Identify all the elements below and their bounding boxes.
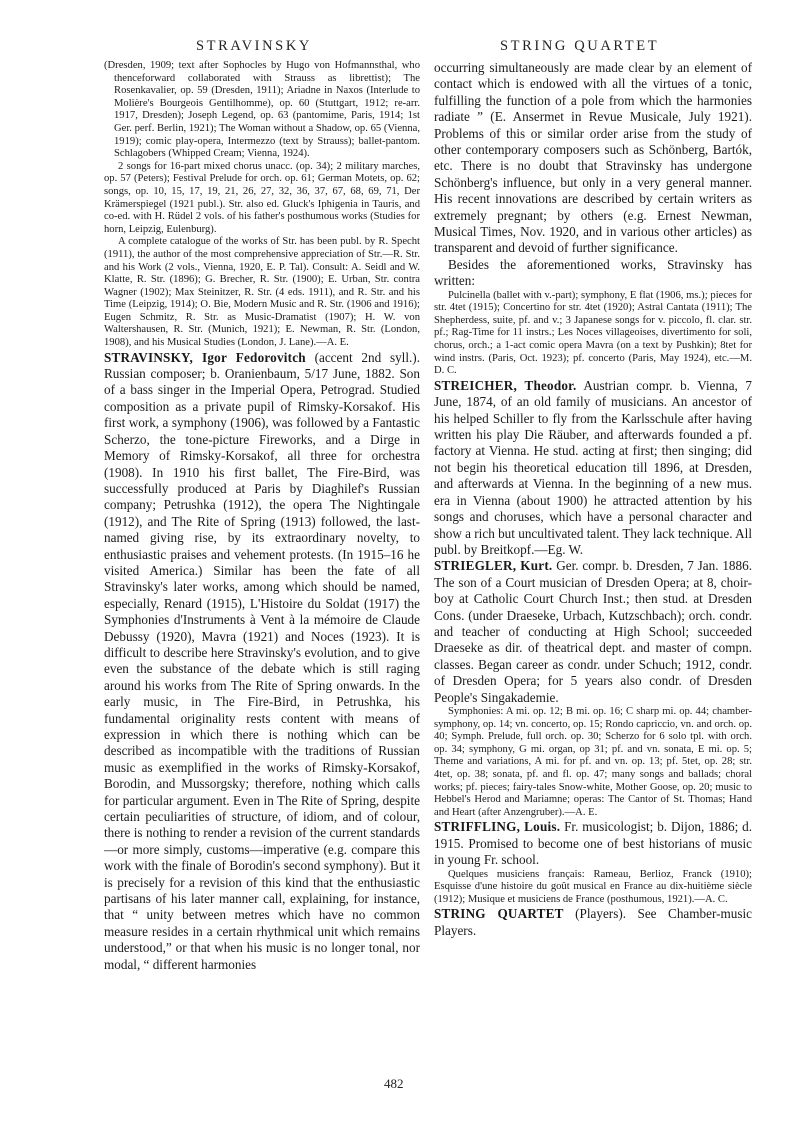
stravinsky-body: (accent 2nd syll.). Russian composer; b. Oranienbaum, 5/17 June, 1882. Son of a bass singer in the Imperial Opera, Petrograd. Studied composition as a private pupil of Rimsky-Korsakof. His first work, a symphony (1906), was followed by a Fantastic Scherzo, the tone-picture Fireworks, and a Dirge in Memory of Rimsky-Korsakof, all three for orchestra (1908). In 1910 his first ballet, The Fire-Bird, was successfully produced at Paris by Diaghilef's Russian company; Petrushka (1912), the opera The Nightingale (1912), and The Rite of Spring (1913) followed, the last-named giving rise, by its extraordinary novelty, to enthusiastic praises and vehement protests. (In 1915–16 he visited America.) Similar has been the fate of all Stravinsky's later works, among which should be named, especially, Renard (1915), L'Histoire du Soldat (1917) the Symphonies d'Instruments à Vent à la mémoire de Claude Debussy (1920), Mavra (1921) and Noces (1923). It is difficult to describe here Stravinsky's evolution, and to give even the substance of the debate which is still raging around his works from The Rite of Spring onwards. In the early music, in The Fire-Bird, in Petrushka, his fundamental originality rests content with means of expression in which there is nothing which can be described as incompatible with the traditions of Russian music as exemplified in the works of Rimsky-Korsakof, Borodin, and Mussorgsky; therefore, nothing which calls for particular argument. Even in The Rite of Spring, despite certain peculiarities of structure, of idiom, and of colour, there is nothing to render a revision of the current standards—or more simply, customs—imperative (e.g. compare this work with the finale of Borodin's second symphony). But it is precisely for a revision of this kind that the enthusiastic partisans of his later manner call, explaining, for instance, that “ unity between metres which have no common measure resides in a certain rhythmical unit which remains understood,” or that when his music is no longer tonal, nor modal, “ different harmonies <box>104 349 420 972</box>
stravinsky-continuation: occurring simultaneously are made clear by an element of contact which is endowed with all the virtues of a tonic, fulfilling the function of a pole from which the harmonies radiate ” (E. Ansermet in Revue Musicale, July 1921). Problems of this or similar order arise from the study of other contemporary composers such as Schönberg, Bartók, etc. There is no doubt that Stravinsky has undergone Schönberg's influence, but only in a very general manner. His recent innovations are described by certain writers as extremely pregnant; by others (e.g. Ernest Newman, Musical Times, Nov. 1920, and in various other articles) as transparent and devoid of further significance. <box>434 60 752 256</box>
striffling-body: Fr. musicologist; b. Dijon, 1886; d. 1915. Promised to become one of best historians of music in young Fr. school. <box>434 819 752 868</box>
running-head-left: STRAVINSKY <box>196 38 312 54</box>
string-quartet-headword: STRING QUARTET <box>434 906 564 922</box>
string-quartet-body: (Players). See Chamber-music Players. <box>434 906 752 938</box>
streicher-body: Austrian compr. b. Vienna, 7 June, 1874, of an old family of musicians. An ancestor of his helped Schiller to fly from the Karlsschule after having written his play Die Räuber, and afterwards founded a pf. factory at Vienna. He stud. acting at first; then singing; did not begin his theoretical education till 1896, at Dresden, and afterwards at Vienna. In the beginning of a new mus. era in Vienna (about 1900) he attracted attention by his songs and choruses, which have a personal character and show a rich but uncultivated talent. They lack technique. All publ. by Breitkopf.—Eg. W. <box>434 377 752 557</box>
striffling-works-list: Quelques musiciens français: Rameau, Berlioz, Franck (1910); Esquisse d'une histoire du goût musical en France au dix-huitième siècle (1912); Musique et musiciens de France (posthumous, 1921).—A. C. <box>434 868 752 905</box>
strauss-bibliography: A complete catalogue of the works of Str. has been publ. by R. Specht (1911), the author of the most comprehensive appreciation of Str.—R. Str. and his Work (2 vols., Vienna, 1920, E. P. Tal). Consult: A. Seidl and W. Klatte, R. Str. (1896); G. Brecher, R. Str. (1900); E. Urban, Str. contra Wagner (1902); Max Steinitzer, R. Str. (4 eds. 1911), and R. Str. and his Time (Leipzig, 1914); O. Bie, Modern Music and R. Str. (1906 and 1916); Eugen Schmitz, R. Str. as Music-Dramatist (1907); H. W. von Waltershausen, R. Str. (Munich, 1921); E. Newman, R. Str. (London, 1908), and his Musical Studies (London, J. Lane).—A. E. <box>104 236 420 349</box>
striffling-entry <box>434 819 752 868</box>
stravinsky-works-list: Pulcinella (ballet with v.-part); symphony, E flat (1906, ms.); pieces for str. 4tet (1915); Concertino for str. 4tet (1920); Astral Cantata (1911); The Shepherdess, suite, pf. and v.; 3 Japanese songs for v. piccolo, fl. clar. str. pf.; Rag-Time for 11 instrs.; Les Noces villageoises, divertimento for soli, chorus, orch.; a 1-act comic opera Mavra (on a text by Pushkin); 8tet for wind instrs. (Paris, Oct. 1923); pf. concerto (Paris, May 1924), etc.—M. D. C. <box>434 289 752 377</box>
string-quartet-entry <box>434 906 752 939</box>
stravinsky-headword: STRAVINSKY, Igor Fedorovitch <box>104 349 306 365</box>
strauss-works-list: 2 songs for 16-part mixed chorus unacc. (op. 34); 2 military marches, op. 57 (Peters); Festival Prelude for orch. op. 61; German Motets, op. 62; songs, op. 10, 15, 17, 19, 21, 26, 27, 32, 36, 37, 67, 68, 69, 71, Der Krämerspiegel (1921 publ.). Str. also ed. Gluck's Iphigenia in Tauris, and co-ed. with H. Rüdel 2 vols. of his father's posthumous works (Studies for horn, Leipzig, Eulenburg). <box>104 160 420 235</box>
streicher-headword: STREICHER, Theodor. <box>434 377 577 393</box>
striegler-entry <box>434 558 752 706</box>
striegler-headword: STRIEGLER, Kurt. <box>434 558 553 574</box>
striffling-headword: STRIFFLING, Louis. <box>434 819 561 835</box>
stravinsky-works-intro: Besides the aforementioned works, Stravinsky has written: <box>434 256 752 289</box>
left-column <box>104 60 420 1060</box>
right-column <box>434 60 752 1060</box>
running-head-right: STRING QUARTET <box>500 38 660 54</box>
striegler-works-list: Symphonies: A mi. op. 12; B mi. op. 16; C sharp mi. op. 44; chamber-symphony, op. 14; vn. concerto, op. 15; Rondo capriccio, vn. and orch. op. 40; Symph. Prelude, full orch. op. 30; Scherzo for 6 solo tpl. with orch. op. 34; symphony, G mi. organ, op 31; pf. and vn. sonata, E mi. op. 5; Theme and variations, A mi. for pf. and vn. op. 13; pf. 5tet, op. 28; str. 4tet, op. 38; sonata, pf. and fl. op. 47; many songs and ballads; choral works; pf. pieces; fairy-tales Snow-white, Mother Goose, op. 20; music to Hebbel's Herod and Mariamne; operas: The Cantor of St. Thomas; Hand and Heart (after Anzengruber).—A. E. <box>434 705 752 818</box>
streicher-entry <box>434 378 752 558</box>
striegler-body: Ger. compr. b. Dresden, 7 Jan. 1886. The son of a Court musician of Dresden Opera; at 8, choir-boy at Catholic Court Church Inst.; then stud. at Dresden Cons. (under Draeseke, Urbach, Kutzschbach); orch. condr. and teacher of conducting at High School; succeeded Draeseke as dir. of theatrical dept. and master of compn. classes. Began career as condr. under Schuch; 1912, condr. of Dresden Opera; for 5 years also condr. of Dresden People's Singakademie. <box>434 558 752 705</box>
page-number: 482 <box>384 1076 404 1091</box>
stravinsky-entry <box>104 350 420 973</box>
strauss-works-continuation: (Dresden, 1909; text after Sophocles by Hugo von Hofmannsthal, who thenceforward collaborated with Strauss as librettist); The Rosenkavalier, op. 59 (Dresden, 1911); Ariadne in Naxos (Interlude to Molière's Bourgeois Gentilhomme), op. 60 (Stuttgart, 1912; re-arr. 1917, Dresden); Joseph Legend, op. 63 (pantomime, Paris, 1914; 1st Ger. perf. Berlin, 1921); The Woman without a Shadow, op. 65 (Vienna, 1919); comic play-opera, Intermezzo (text by Strauss); ballet-pantom. Schlagobers (Whipped Cream; Vienna, 1924). <box>104 60 420 160</box>
